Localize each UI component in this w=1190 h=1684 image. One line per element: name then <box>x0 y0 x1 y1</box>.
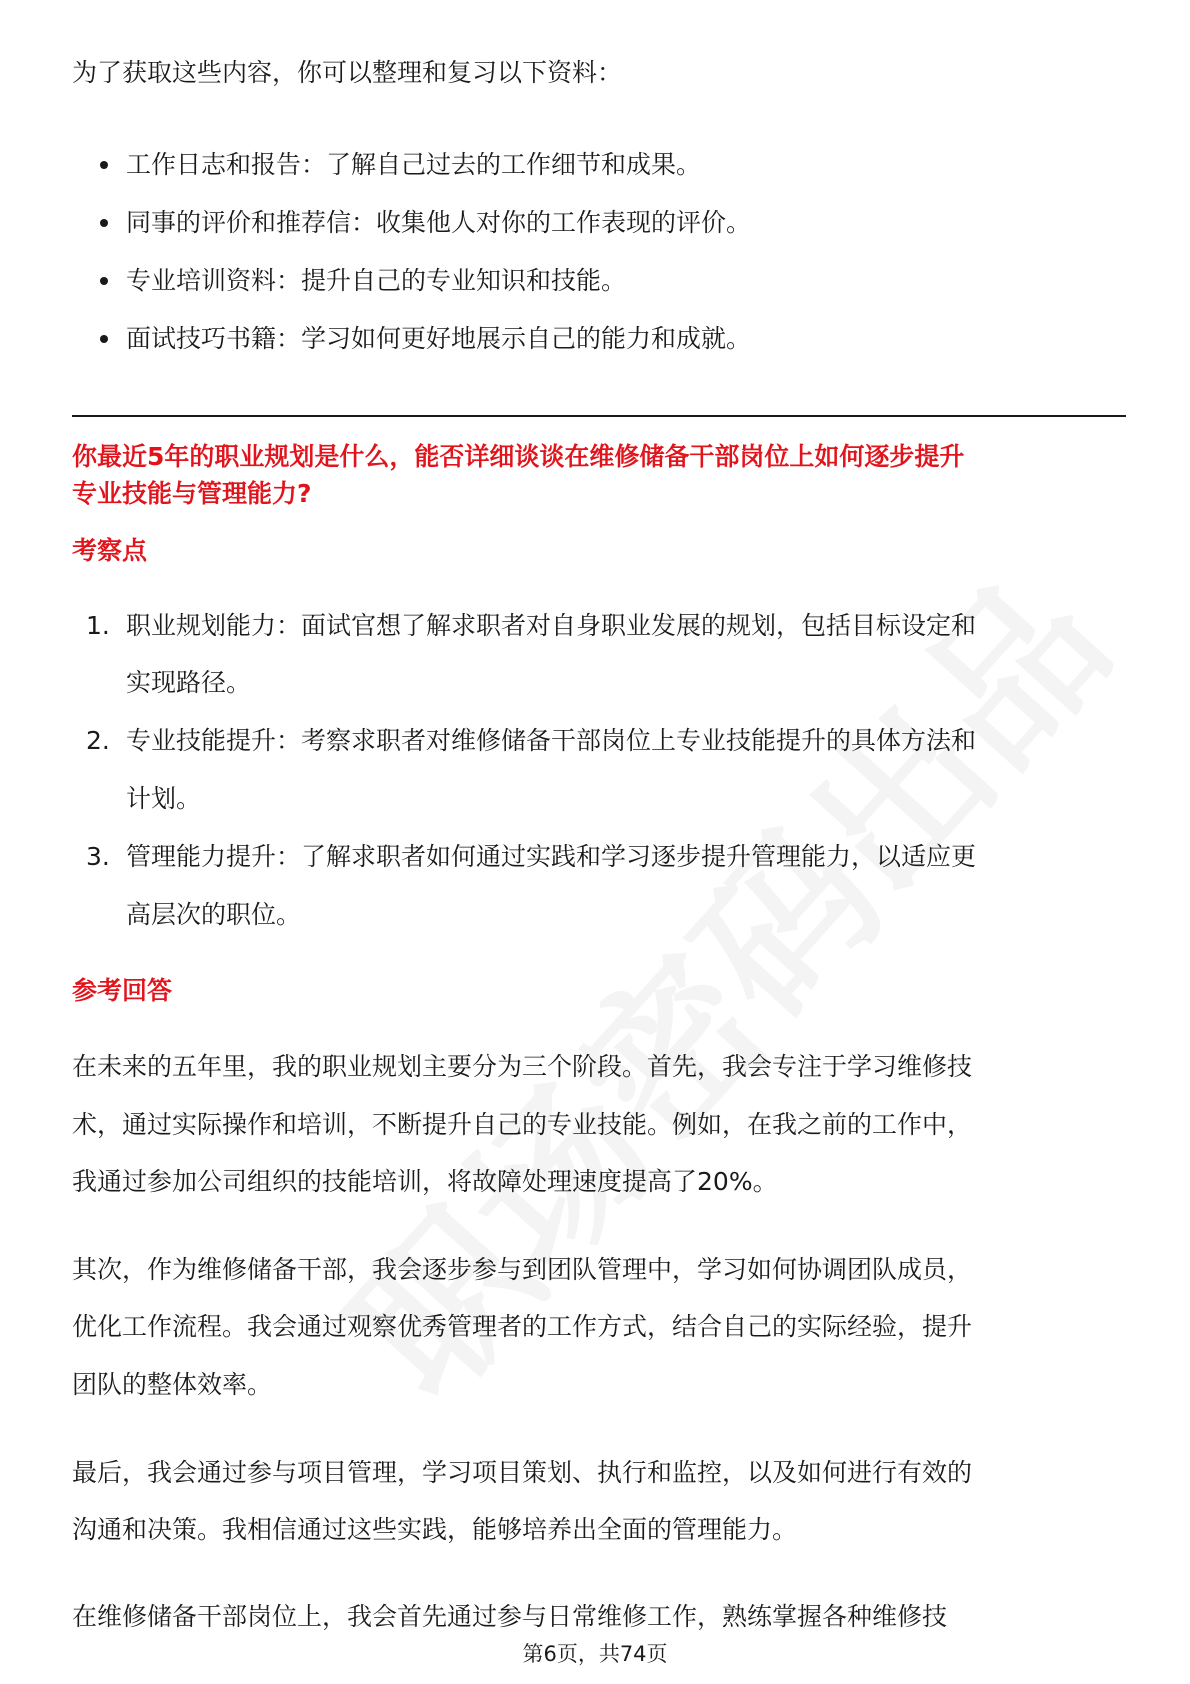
point-text: 计划。 <box>126 784 202 813</box>
answer-line: 团队的整体效率。 <box>72 1370 273 1399</box>
bullet-dot <box>100 161 108 169</box>
bullet-dot <box>100 219 108 227</box>
answer-line: 其次，作为维修储备干部，我会逐步参与到团队管理中，学习如何协调团队成员， <box>72 1255 973 1284</box>
bullet-item: 专业培训资料：提升自己的专业知识和技能。 <box>126 266 627 295</box>
question-line: 专业技能与管理能力? <box>72 479 312 508</box>
list-number: 3. <box>86 842 110 871</box>
point-text: 实现路径。 <box>126 668 252 697</box>
bullet-dot <box>100 277 108 285</box>
section-heading-answer: 参考回答 <box>72 976 173 1005</box>
intro-text: 为了获取这些内容，你可以整理和复习以下资料： <box>72 58 623 87</box>
answer-line: 术，通过实际操作和培训，不断提升自己的专业技能。例如，在我之前的工作中， <box>72 1110 973 1139</box>
answer-line: 我通过参加公司组织的技能培训，将故障处理速度提高了20%。 <box>72 1167 778 1196</box>
bullet-dot <box>100 335 108 343</box>
list-number: 2. <box>86 726 110 755</box>
point-text: 高层次的职位。 <box>126 900 302 929</box>
point-text: 职业规划能力：面试官想了解求职者对自身职业发展的规划，包括目标设定和 <box>126 611 977 640</box>
question-line: 你最近5年的职业规划是什么，能否详细谈谈在维修储备干部岗位上如何逐步提升 <box>72 442 965 471</box>
bullet-item: 同事的评价和推荐信：收集他人对你的工作表现的评价。 <box>126 208 752 237</box>
section-heading-points: 考察点 <box>72 536 148 565</box>
bullet-item: 工作日志和报告：了解自己过去的工作细节和成果。 <box>126 150 702 179</box>
bullet-item: 面试技巧书籍：学习如何更好地展示自己的能力和成就。 <box>126 324 752 353</box>
divider <box>72 415 1126 417</box>
list-number: 1. <box>86 611 110 640</box>
point-text: 专业技能提升：考察求职者对维修储备干部岗位上专业技能提升的具体方法和 <box>126 726 977 755</box>
answer-line: 在维修储备干部岗位上，我会首先通过参与日常维修工作，熟练掌握各种维修技 <box>72 1602 948 1631</box>
point-text: 管理能力提升：了解求职者如何通过实践和学习逐步提升管理能力，以适应更 <box>126 842 977 871</box>
answer-line: 在未来的五年里，我的职业规划主要分为三个阶段。首先，我会专注于学习维修技 <box>72 1052 973 1081</box>
answer-line: 沟通和决策。我相信通过这些实践，能够培养出全面的管理能力。 <box>72 1515 798 1544</box>
answer-line: 最后，我会通过参与项目管理，学习项目策划、执行和监控，以及如何进行有效的 <box>72 1458 973 1487</box>
page-footer: 第6页，共74页 <box>522 1642 668 1666</box>
answer-line: 优化工作流程。我会通过观察优秀管理者的工作方式，结合自己的实际经验，提升 <box>72 1312 973 1341</box>
